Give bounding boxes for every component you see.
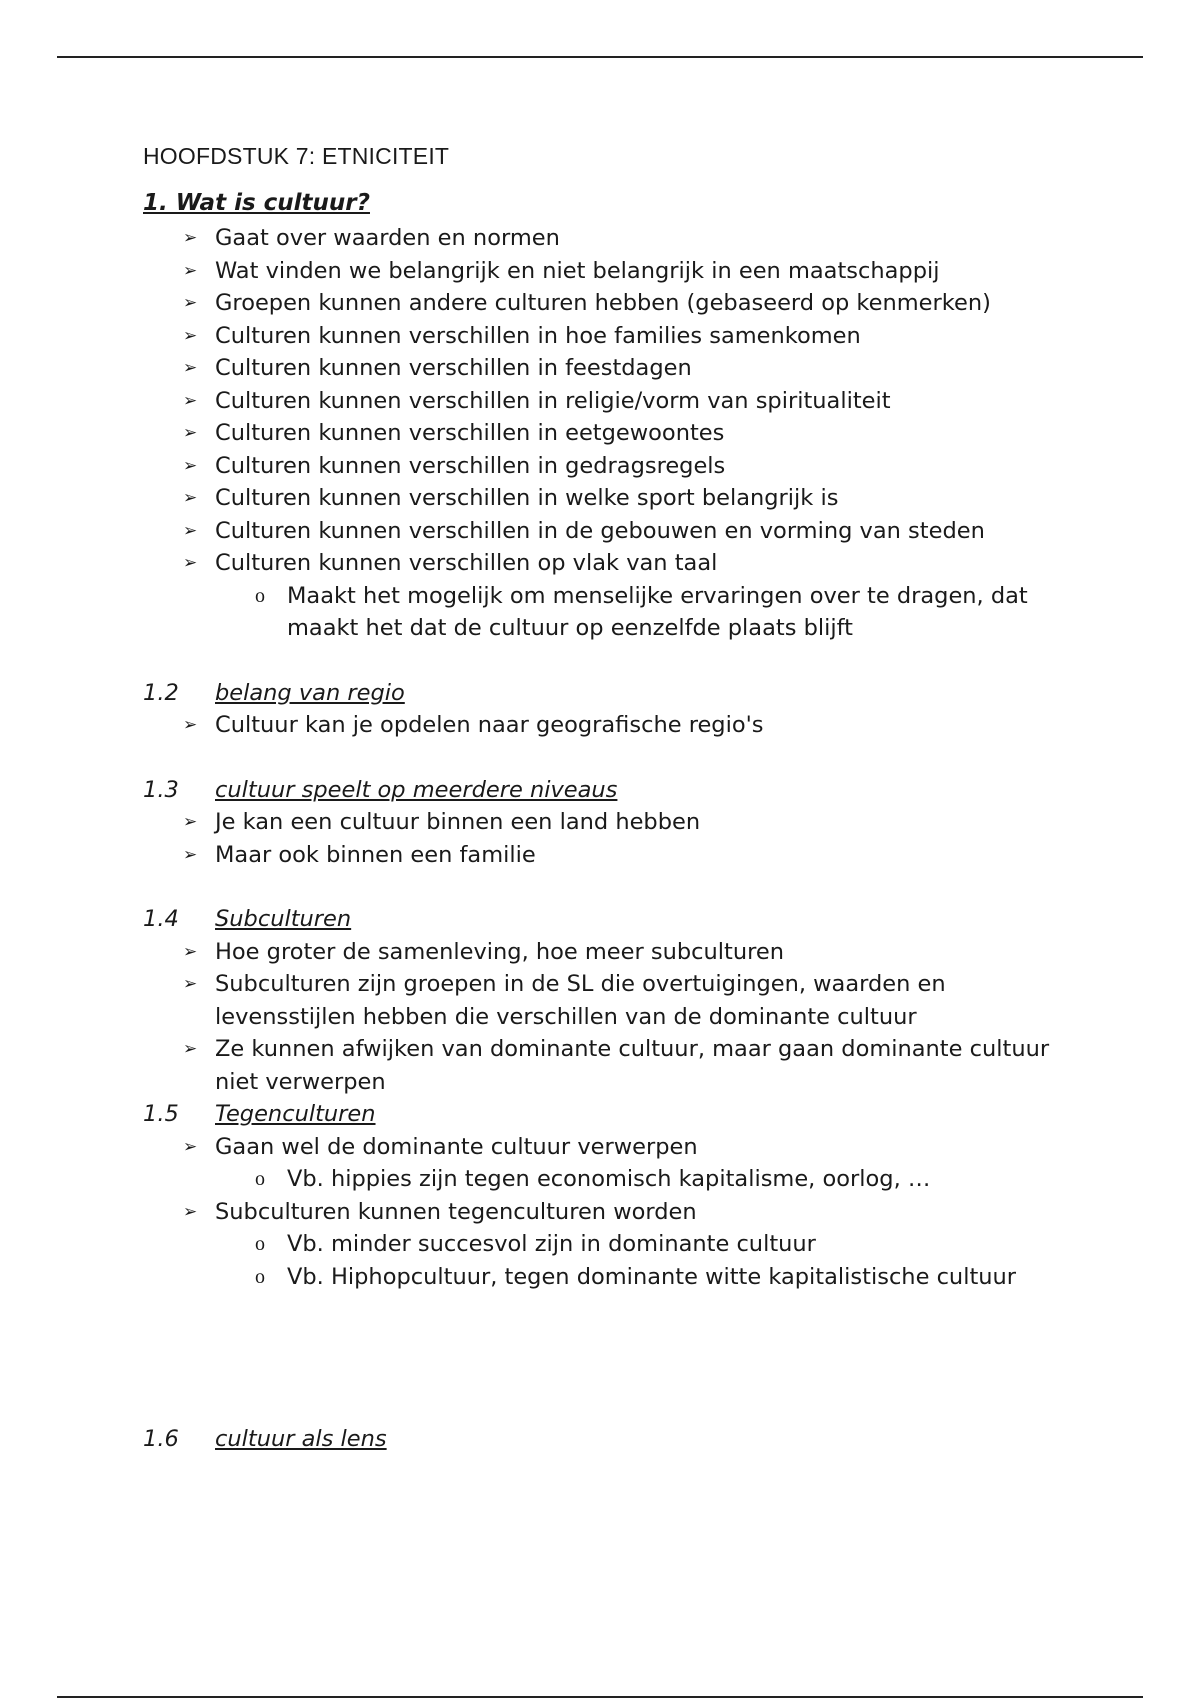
arrow-bullet-icon: ➢ <box>183 423 198 443</box>
section-heading-1: 1. Wat is cultuur? <box>143 190 370 216</box>
arrow-bullet-icon: ➢ <box>183 974 198 994</box>
arrow-bullet-icon: ➢ <box>183 260 198 281</box>
arrow-bullet-icon: ➢ <box>183 325 198 346</box>
arrow-bullet-icon: ➢ <box>183 228 198 248</box>
list-item: ➢ Subculturen zijn groepen in de SL die overtuigingen, waarden en levensstijlen hebben die verschillen van de dominante cultuur <box>183 968 1093 1033</box>
list-item: ➢ Ze kunnen afwijken van dominante cultuur, maar gaan dominante cultuur niet verwerpen <box>183 1033 1093 1098</box>
sub-list-item: o Vb. minder succesvol zijn in dominante cultuur <box>255 1228 1093 1261</box>
list-item: ➢ Groepen kunnen andere culturen hebben (gebaseerd op kenmerken) <box>183 287 1093 320</box>
bottom-rule <box>57 1696 1143 1698</box>
list-item: ➢ Culturen kunnen verschillen op vlak van taal o Maakt het mogelijk om menselijke ervaringen over te dragen, dat maakt het dat de cultuur op eenzelfde plaats blijft <box>183 547 1093 645</box>
sub-list-item: o Vb. hippies zijn tegen economisch kapitalisme, oorlog, … <box>255 1163 1093 1196</box>
list-item: ➢ Gaan wel de dominante cultuur verwerpen o Vb. hippies zijn tegen economisch kapitalisme, oorlog, … <box>183 1131 1093 1196</box>
arrow-bullet-icon: ➢ <box>183 715 198 735</box>
circle-bullet-icon: o <box>255 1265 265 1288</box>
section1-list <box>143 222 1093 645</box>
arrow-bullet-icon: ➢ <box>183 812 198 832</box>
list-item: ➢ Gaat over waarden en normen <box>183 222 1093 255</box>
list-item: ➢ Culturen kunnen verschillen in gedragsregels <box>183 450 1093 483</box>
section-heading-1-6: 1.6 cultuur als lens <box>143 1426 387 1452</box>
section1-5-list <box>143 1131 1093 1294</box>
list-item: ➢ Maar ook binnen een familie <box>183 839 1093 872</box>
sub-list <box>215 1228 1093 1293</box>
sub-list-item: o Vb. Hiphopcultuur, tegen dominante witte kapitalistische cultuur <box>255 1261 1093 1294</box>
list-item: ➢ Culturen kunnen verschillen in religie/vorm van spiritualiteit <box>183 385 1093 418</box>
list-item: ➢ Culturen kunnen verschillen in de gebouwen en vorming van steden <box>183 515 1093 548</box>
circle-bullet-icon: o <box>255 1168 265 1190</box>
arrow-bullet-icon: ➢ <box>183 1136 198 1157</box>
sub-list <box>215 1163 1093 1196</box>
section1-2-list <box>143 709 1093 742</box>
section-heading-1-2: 1.2 belang van regio <box>143 679 405 706</box>
arrow-bullet-icon: ➢ <box>183 1201 198 1222</box>
list-item: ➢ Cultuur kan je opdelen naar geografische regio's <box>183 709 1093 742</box>
circle-bullet-icon: o <box>255 584 265 607</box>
list-item: ➢ Culturen kunnen verschillen in eetgewoontes <box>183 417 1093 450</box>
arrow-bullet-icon: ➢ <box>183 455 198 476</box>
list-item: ➢ Wat vinden we belangrijk en niet belangrijk in een maatschappij <box>183 255 1093 288</box>
section-heading-1-5: 1.5 Tegenculturen <box>143 1101 376 1127</box>
list-item: ➢ Subculturen kunnen tegenculturen worden o Vb. minder succesvol zijn in dominante cultuur o Vb. Hiphopcultuur, tegen dominante witte kapitalistische cultuur <box>183 1196 1093 1294</box>
sub-list-item: o Maakt het mogelijk om menselijke ervaringen over te dragen, dat maakt het dat de cultuur op eenzelfde plaats blijft <box>255 580 1093 645</box>
section1-4-list <box>143 936 1093 1099</box>
arrow-bullet-icon: ➢ <box>183 488 198 508</box>
section1-3-list <box>143 806 1093 871</box>
arrow-bullet-icon: ➢ <box>183 520 198 541</box>
arrow-bullet-icon: ➢ <box>183 1039 198 1059</box>
arrow-bullet-icon: ➢ <box>183 553 198 573</box>
arrow-bullet-icon: ➢ <box>183 293 198 313</box>
arrow-bullet-icon: ➢ <box>183 358 198 378</box>
list-item: ➢ Culturen kunnen verschillen in feestdagen <box>183 352 1093 385</box>
section-heading-1-4: 1.4 Subculturen <box>143 906 352 932</box>
list-item: ➢ Culturen kunnen verschillen in hoe families samenkomen <box>183 320 1093 353</box>
document-page <box>143 140 1093 1456</box>
list-item: ➢ Culturen kunnen verschillen in welke sport belangrijk is <box>183 482 1093 515</box>
top-rule <box>57 56 1143 58</box>
arrow-bullet-icon: ➢ <box>183 941 198 962</box>
sub-list <box>215 580 1093 645</box>
arrow-bullet-icon: ➢ <box>183 844 198 865</box>
arrow-bullet-icon: ➢ <box>183 390 198 411</box>
section-heading-1-3: 1.3 cultuur speelt op meerdere niveaus <box>143 776 618 803</box>
circle-bullet-icon: o <box>255 1233 265 1255</box>
list-item: ➢ Hoe groter de samenleving, hoe meer subculturen <box>183 936 1093 969</box>
chapter-title: HOOFDSTUK 7: ETNICITEIT <box>143 143 450 169</box>
list-item: ➢ Je kan een cultuur binnen een land hebben <box>183 806 1093 839</box>
